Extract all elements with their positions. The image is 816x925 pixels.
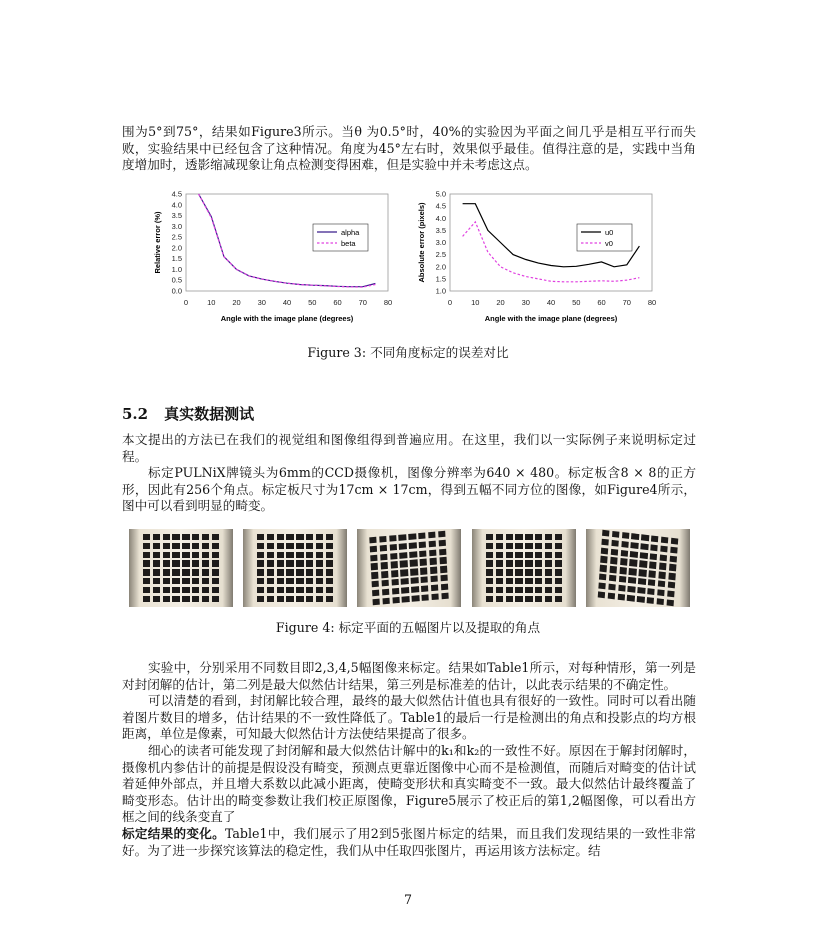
- y-tick-label: 2.0: [171, 243, 182, 253]
- y-tick-label: 1.0: [435, 286, 446, 296]
- x-tick-label: 50: [572, 298, 581, 307]
- x-tick-label: 10: [471, 298, 480, 307]
- y-tick-label: 3.0: [171, 221, 182, 231]
- x-tick-label: 0: [183, 298, 189, 307]
- x-tick-label: 80: [647, 298, 657, 307]
- legend-label: beta: [341, 239, 356, 248]
- x-tick-label: 40: [282, 298, 292, 307]
- y-tick-label: 2.5: [171, 232, 182, 242]
- y-tick-label: 4.0: [171, 200, 182, 210]
- absolute-error-chart: [414, 185, 669, 330]
- paragraph: 细心的读者可能发现了封闭解和最大似然估计解中的k₁和k₂的一致性不好。原因在于解封闭解时，摄像机内参估计的前提是假设没有畸变，预测点更靠近图像中心而不是检测值，而随后对畸变的估计试着延伸外部点，并且增大系数以此减小距离，使畸变形状和真实畸变不一致。最大似然估计最终覆盖了畸变形态。估计出的畸变参数让我们校正原图像，Figure5展示了校正后的第1,2幅图像，可以看出方框之间的线条变直了: [122, 742, 696, 825]
- y-tick-label: 3.5: [171, 211, 182, 221]
- y-axis-label: Absolute error (pixels): [417, 202, 426, 283]
- legend-label: u0: [605, 228, 614, 237]
- y-tick-label: 2.5: [435, 250, 446, 260]
- y-tick-label: 2.0: [435, 262, 446, 272]
- y-tick-label: 4.5: [435, 201, 446, 211]
- y-tick-label: 1.5: [435, 274, 446, 284]
- paragraph: 可以清楚的看到，封闭解比较合理，最终的最大似然估计值也具有很好的一致性。同时可以看出随着图片数目的增多，估计结果的不一致性降低了。Table1的最后一行是检测出的角点和投影点的均方根距离，单位是像素，可知最大似然估计方法使结果提高了很多。: [122, 693, 696, 742]
- y-tick-label: 4.5: [171, 189, 182, 199]
- y-tick-label: 0.0: [171, 286, 182, 296]
- page-number: 7: [403, 892, 412, 907]
- y-tick-label: 5.0: [435, 189, 446, 199]
- x-tick-label: 20: [496, 298, 505, 307]
- section-text: [122, 432, 696, 515]
- section-heading: 5.2 真实数据测试: [122, 405, 255, 423]
- body-text: [122, 660, 696, 859]
- top-paragraph: 围为5°到75°，结果如Figure3所示。当θ 为0.5°时，40%的实验因为平面之间几乎是相互平行而失败，实验结果中已经包含了这种情况。角度为45°左右时，效果似乎最佳。值得注意的是，实践中当角度增加时，透影缩减现象让角点检测变得困难，但是实验中并未考虑这点。: [122, 124, 696, 173]
- y-tick-label: 3.0: [435, 238, 446, 247]
- paragraph: 标定结果的变化。Table1中，我们展示了用2到5张图片标定的结果，而且我们发现结果的一致性非常好。为了进一步探究该算法的稳定性，我们从中任取四张图片，再运用该方法标定。结: [122, 825, 697, 858]
- calibration-image: [129, 529, 233, 607]
- figure4-caption: Figure 4: 标定平面的五幅图片以及提取的角点: [275, 620, 541, 635]
- relative-error-chart: [150, 185, 405, 330]
- x-tick-label: 70: [622, 298, 631, 307]
- x-tick-label: 40: [546, 298, 556, 307]
- x-axis-label: Angle with the image plane (degrees): [220, 314, 354, 323]
- calibration-image: [357, 529, 461, 607]
- y-tick-label: 4.0: [435, 213, 446, 223]
- y-tick-label: 0.5: [171, 275, 182, 285]
- calibration-image: [472, 529, 576, 607]
- x-tick-label: 0: [447, 298, 453, 307]
- x-tick-label: 30: [521, 298, 530, 307]
- x-tick-label: 10: [207, 298, 216, 307]
- x-tick-label: 60: [333, 298, 342, 307]
- x-tick-label: 60: [597, 298, 606, 307]
- legend-label: v0: [605, 239, 613, 248]
- x-tick-label: 70: [358, 298, 367, 307]
- y-tick-label: 3.5: [435, 225, 446, 235]
- figure3-caption: Figure 3: 不同角度标定的误差对比: [307, 345, 509, 360]
- x-tick-label: 30: [257, 298, 266, 307]
- calibration-image: [243, 529, 347, 607]
- x-axis-label: Angle with the image plane (degrees): [484, 314, 618, 323]
- paragraph: 本文提出的方法已在我们的视觉组和图像组得到普遍应用。在这里，我们以一实际例子来说明标定过程。: [122, 432, 696, 464]
- calibration-image: [586, 529, 690, 607]
- paragraph: 标定PULNiX牌镜头为6mm的CCD摄像机，图像分辨率为640 × 480。标定板含8 × 8的正方形，因此有256个角点。标定板尺寸为17cm × 17cm，得到五幅不同方位的图像，如Figure4所示，图中可以看到明显的畸变。: [122, 465, 696, 514]
- x-tick-label: 80: [383, 298, 393, 307]
- paragraph: 实验中，分别采用不同数目即2,3,4,5幅图像来标定。结果如Table1所示，对每种情形，第一列是对封闭解的估计，第二列是最大似然估计结果，第三列是标准差的估计，以此表示结果的不确定性。: [122, 660, 696, 692]
- x-tick-label: 50: [308, 298, 317, 307]
- legend-label: alpha: [341, 228, 360, 237]
- y-axis-label: Relative error (%): [153, 211, 162, 274]
- y-tick-label: 1.5: [171, 254, 182, 264]
- y-tick-label: 1.0: [171, 264, 182, 274]
- x-tick-label: 20: [232, 298, 241, 307]
